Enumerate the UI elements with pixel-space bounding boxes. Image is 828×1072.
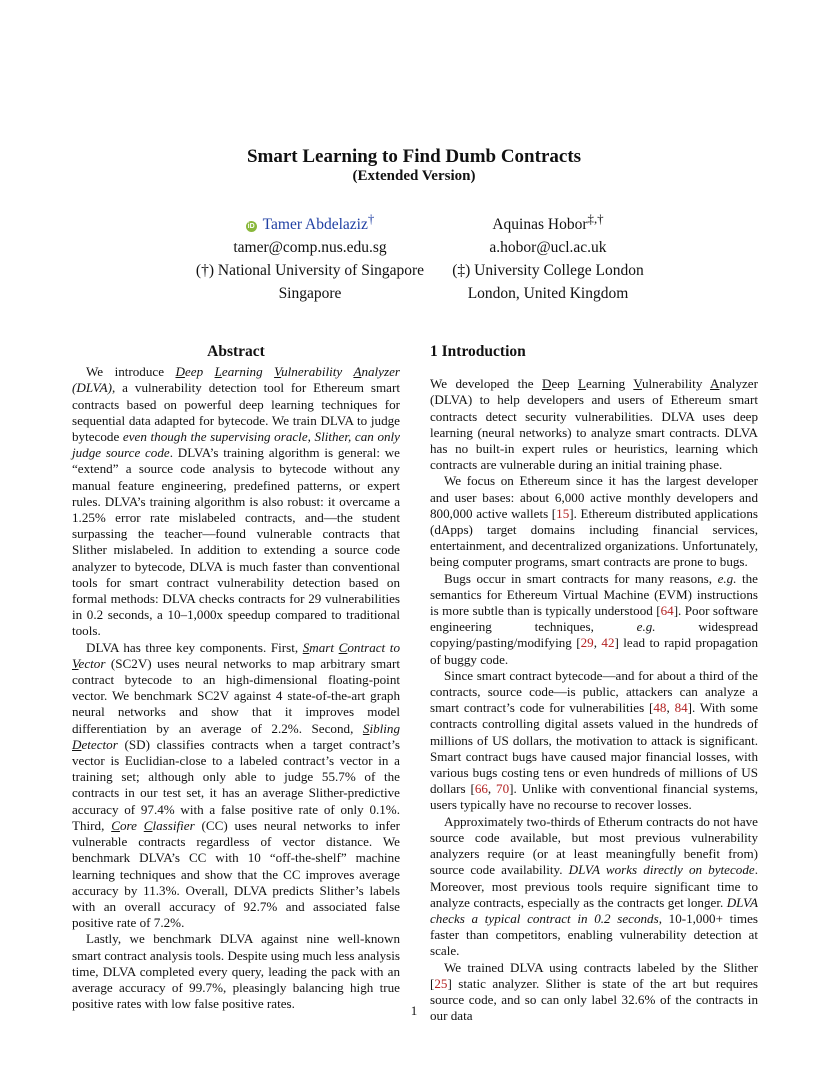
- author-location: London, United Kingdom: [467, 285, 629, 303]
- intro-paragraph: We focus on Ethereum since it has the largest developer and user bases: about 6,000 active monthly developers and 800,000 active wallets [15]. Ethereum distributed applications (dApps) target domains including financial services, entertainment, and decentralized organizations. Unfortunately, being computer programs, smart contracts are prone to bugs.: [430, 473, 758, 570]
- citation-link[interactable]: 48: [653, 700, 667, 716]
- abstract-paragraph: Lastly, we benchmark DLVA against nine well-known smart contract analysis tools. Despite using much less analysis time, DLVA completed every query, leading the pack with an average accuracy of 99.7%, pleasingly balancing high true positive rates with low false positive rates.: [72, 931, 400, 1012]
- author-name-link[interactable]: Tamer Abdelaziz†: [262, 211, 375, 234]
- abstract-paragraph: DLVA has three key components. First, Smart Contract to Vector (SC2V) uses neural networks to map arbitrary smart contract bytecode to an high-dimensional floating-point vector. We benchmark SC2V against 4 state-of-the-art graph neural networks and show that it improves model differentiation by an average of 2.2%. Second, Sibling Detector (SD) classifies contracts when a target contract’s vector is Euclidian-close to a labeled contract’s vector in a training set; although only able to judge 55.7% of the contracts in our test set, it has an average Slither-predictive accuracy of 97.4% with a false positive rate of only 0.1%. Third, Core Classifier (CC) uses neural networks to infer vulnerable contracts regardless of vector distance. We benchmark DLVA’s CC with 10 “off-the-shelf” machine learning techniques and show that the CC improves average accuracy by 11.3%. Overall, DLVA predicts Slither’s labels with an overall accuracy of 92.7% and associated false positive rate of 7.2%.: [72, 639, 400, 931]
- section-heading: 1 Introduction: [430, 343, 526, 360]
- introduction-column: [430, 344, 758, 1024]
- citation-link[interactable]: 15: [556, 505, 570, 521]
- citation-link[interactable]: 29: [580, 635, 594, 651]
- intro-paragraph: We developed the Deep Learning Vulnerability Analyzer (DLVA) to help developers and users of Ethereum smart contracts detect security vulnerabilities. DLVA uses deep learning (neural networks) to analyze smart contracts. DLVA has no built-in expert rules or heuristics, learning which contracts are vulnerable during an initial training phase.: [430, 376, 758, 473]
- author-block-2: Aquinas Hobor‡,† a.hobor@ucl.ac.uk (‡) University College London London, United Kingdom: [428, 207, 668, 305]
- author-location: Singapore: [278, 285, 342, 303]
- author-affiliation: (†) National University of Singapore: [195, 262, 425, 280]
- abstract-paragraph: We introduce Deep Learning Vulnerability Analyzer (DLVA), a vulnerability detection tool for Ethereum smart contracts based on powerful deep learning techniques for sequential data adapted for bytecode. We train DLVA to judge bytecode even though the supervising oracle, Slither, can only judge source code. DLVA’s training algorithm is general: we “extend” a source code analysis to bytecode without any manual feature engineering, predefined patterns, or expert rules. DLVA’s training algorithm is also robust: it overcame a 1.25% error rate mislabeled contracts, and—the student surpassing the teacher—found vulnerable contracts that Slither mislabeled. In addition to extending a source code analyzer to bytecode, DLVA is much faster than conventional tools for smart contract vulnerability detection based on formal methods: DLVA checks contracts for 29 vulnerabilities in 0.2 seconds, a 10–1,000x speedup compared to traditional tools.: [72, 364, 400, 639]
- author-name: Aquinas Hobor: [492, 216, 588, 234]
- citation-link[interactable]: 84: [674, 700, 688, 716]
- paper-title: Smart Learning to Find Dumb Contracts: [246, 146, 582, 167]
- citation-link[interactable]: 70: [496, 781, 510, 797]
- intro-paragraph: Since smart contract bytecode—and for about a third of the contracts, source code—is public, attackers can analyze a smart contract’s code for vulnerabilities [48, 84]. With some contracts controlling digital assets valued in the hundreds of millions of US dollars, the motivation to attack is significant. Smart contract bugs have caused major financial losses, with various bugs costing tens or even hundreds of millions of US dollars [66, 70]. Unlike with conventional financial systems, users typically have no recourse to recover losses.: [430, 667, 758, 813]
- intro-paragraph: We trained DLVA using contracts labeled by the Slither [25] static analyzer. Slither is state of the art but requires source code, and so can only label 32.6% of the contracts in our data: [430, 959, 758, 1024]
- intro-paragraph: Bugs occur in smart contracts for many reasons, e.g. the semantics for Ethereum Virtual Machine (EVM) instructions is more subtle than is typically understood [64]. Poor software engineering techniques, e.g. widespread copying/pasting/modifying [29, 42] lead to rapid propagation of buggy code.: [430, 570, 759, 667]
- citation-link[interactable]: 42: [601, 635, 615, 651]
- abstract-heading: Abstract: [207, 343, 265, 360]
- author-affiliation: (‡) University College London: [452, 262, 644, 280]
- orcid-icon[interactable]: iD: [247, 223, 255, 231]
- intro-paragraph: Approximately two-thirds of Etherum contracts do not have source code available, but most previous vulnerability analyzers require (or at least meaningfully benefit from) source code availability. DLVA works directly on bytecode. Moreover, most previous tools require significant time to analyze contracts, especially as the contracts get longer. DLVA checks a typical contract in 0.2 seconds, 10-1,000+ times faster than competitors, enabling vulnerability detection at scale.: [430, 813, 758, 959]
- page-number: 1: [410, 1003, 418, 1018]
- author-email: tamer@comp.nus.edu.sg: [233, 239, 387, 257]
- citation-link[interactable]: 64: [660, 603, 674, 619]
- author-email: a.hobor@ucl.ac.uk: [489, 239, 607, 257]
- paper-subtitle: (Extended Version): [352, 168, 476, 184]
- author-block-1: [190, 207, 430, 305]
- abstract-column: [72, 344, 400, 1012]
- citation-link[interactable]: 25: [434, 975, 448, 991]
- citation-link[interactable]: 66: [474, 781, 488, 797]
